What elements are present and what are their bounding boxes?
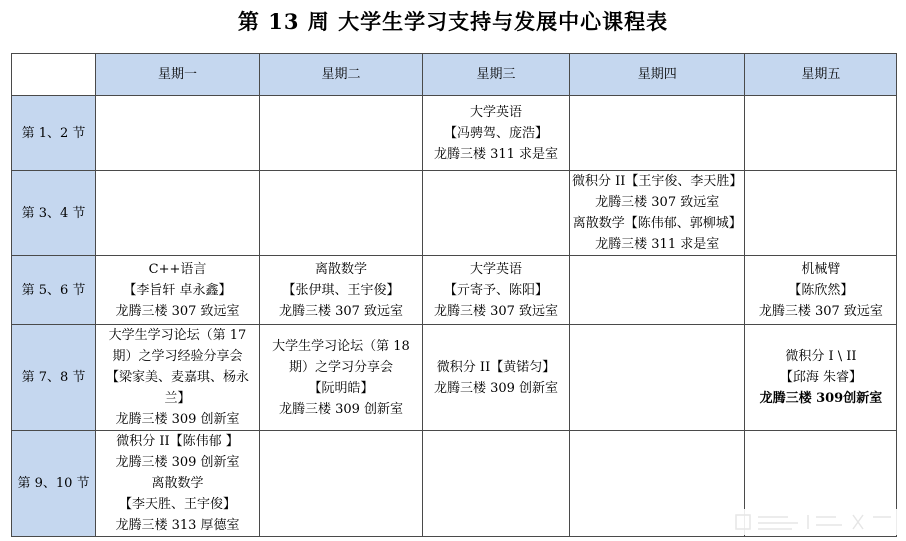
course-room: 龙腾三楼 307 致远室 xyxy=(433,303,559,319)
slot-wed-p3 xyxy=(423,256,570,325)
slot-wed-p1 xyxy=(423,96,570,171)
course-room: 龙腾三楼 307 致远室 xyxy=(758,303,883,319)
course-teachers: 【梁家美、麦嘉琪、杨永兰】 xyxy=(105,370,249,406)
day-header-tue: 星期二 xyxy=(260,54,423,96)
slot-thu-p3 xyxy=(570,256,745,325)
course-name: C++语言 xyxy=(148,261,207,277)
day-header-mon: 星期一 xyxy=(96,54,260,96)
header-row xyxy=(12,54,897,96)
course-line: 龙腾三楼 311 求是室 xyxy=(595,237,720,252)
course-teachers: 【李旨轩 卓永鑫】 xyxy=(123,282,232,298)
course-room: 龙腾三楼 307 致远室 xyxy=(278,303,404,319)
slot-thu-p4 xyxy=(570,325,745,431)
course-teachers: 【张伊琪、王宇俊】 xyxy=(282,282,400,298)
slot-fri-p2 xyxy=(745,171,897,256)
course-teachers: 【冯骋驾、庞浩】 xyxy=(443,125,548,141)
course-line: 离散数学 xyxy=(151,476,204,491)
course-line: 【李天胜、王宇俊】 xyxy=(118,497,236,512)
course-room: 龙腾三楼 307 致远室 xyxy=(115,303,240,319)
course-room: 龙腾三楼 311 求是室 xyxy=(433,146,559,162)
slot-thu-p2 xyxy=(570,171,745,256)
course-name: 大学英语 xyxy=(469,261,522,277)
course-room: 龙腾三楼 309 创新室 xyxy=(278,401,404,417)
table-row xyxy=(12,96,897,171)
course-line: 龙腾三楼 309 创新室 xyxy=(115,455,240,470)
course-line: 龙腾三楼 307 致远室 xyxy=(595,195,720,210)
slot-mon-p1 xyxy=(96,96,260,171)
course-teachers: 【阮明皓】 xyxy=(308,380,374,396)
period-header-4: 第 7、8 节 xyxy=(12,325,96,431)
period-header-1: 第 1、2 节 xyxy=(12,96,96,171)
course-teachers: 【邱海 朱睿】 xyxy=(779,370,862,385)
course-line: 离散数学【陈伟郁、郭柳城】 xyxy=(572,216,742,231)
slot-tue-p3 xyxy=(260,256,423,325)
slot-wed-p5 xyxy=(423,431,570,537)
slot-mon-p5 xyxy=(96,431,260,537)
slot-fri-p1 xyxy=(745,96,897,171)
period-header-5: 第 9、10 节 xyxy=(12,431,96,537)
slot-mon-p2 xyxy=(96,171,260,256)
slot-wed-p4 xyxy=(423,325,570,431)
slot-mon-p4 xyxy=(96,325,260,431)
course-name: 大学生学习论坛（第 17 期）之学习经验分享会 xyxy=(108,328,247,364)
course-name: 离散数学 xyxy=(314,261,367,277)
slot-mon-p3 xyxy=(96,256,260,325)
course-room: 龙腾三楼 309创新室 xyxy=(759,391,883,406)
period-header-3: 第 5、6 节 xyxy=(12,256,96,325)
course-name: 大学生学习论坛（第 18 期）之学习分享会 xyxy=(272,338,410,375)
course-name: 机械臂 xyxy=(801,261,841,277)
day-header-wed: 星期三 xyxy=(423,54,570,96)
page-title: 第 13 周 大学生学习支持与发展中心课程表 xyxy=(237,9,669,34)
slot-tue-p4 xyxy=(260,325,423,431)
course-name: 微积分 I \ II xyxy=(785,349,857,364)
course-teachers: 【亓寄予、陈阳】 xyxy=(443,282,548,298)
schedule-table xyxy=(11,53,897,537)
slot-tue-p5 xyxy=(260,431,423,537)
course-name: 大学英语 xyxy=(469,104,522,120)
slot-fri-p4 xyxy=(745,325,897,431)
day-header-fri: 星期五 xyxy=(745,54,897,96)
slot-tue-p1 xyxy=(260,96,423,171)
corner-cell xyxy=(12,54,96,96)
course-teachers: 【陈欣然】 xyxy=(788,282,854,298)
table-row xyxy=(12,171,897,256)
course-line: 微积分 II【陈伟郁 】 xyxy=(116,434,239,449)
table-row xyxy=(12,256,897,325)
period-header-2: 第 3、4 节 xyxy=(12,171,96,256)
day-header-thu: 星期四 xyxy=(570,54,745,96)
course-name: 微积分 II【黄锘匀】 xyxy=(436,359,556,375)
slot-thu-p5 xyxy=(570,431,745,537)
course-line: 龙腾三楼 313 厚德室 xyxy=(115,518,240,533)
table-row xyxy=(12,325,897,431)
slot-tue-p2 xyxy=(260,171,423,256)
slot-thu-p1 xyxy=(570,96,745,171)
course-room: 龙腾三楼 309 创新室 xyxy=(433,380,559,396)
slot-fri-p3 xyxy=(745,256,897,325)
course-room: 龙腾三楼 309 创新室 xyxy=(115,412,240,427)
watermark-logo xyxy=(728,509,898,535)
course-line: 微积分 II【王宇俊、李天胜】 xyxy=(572,174,743,189)
slot-wed-p2 xyxy=(423,171,570,256)
